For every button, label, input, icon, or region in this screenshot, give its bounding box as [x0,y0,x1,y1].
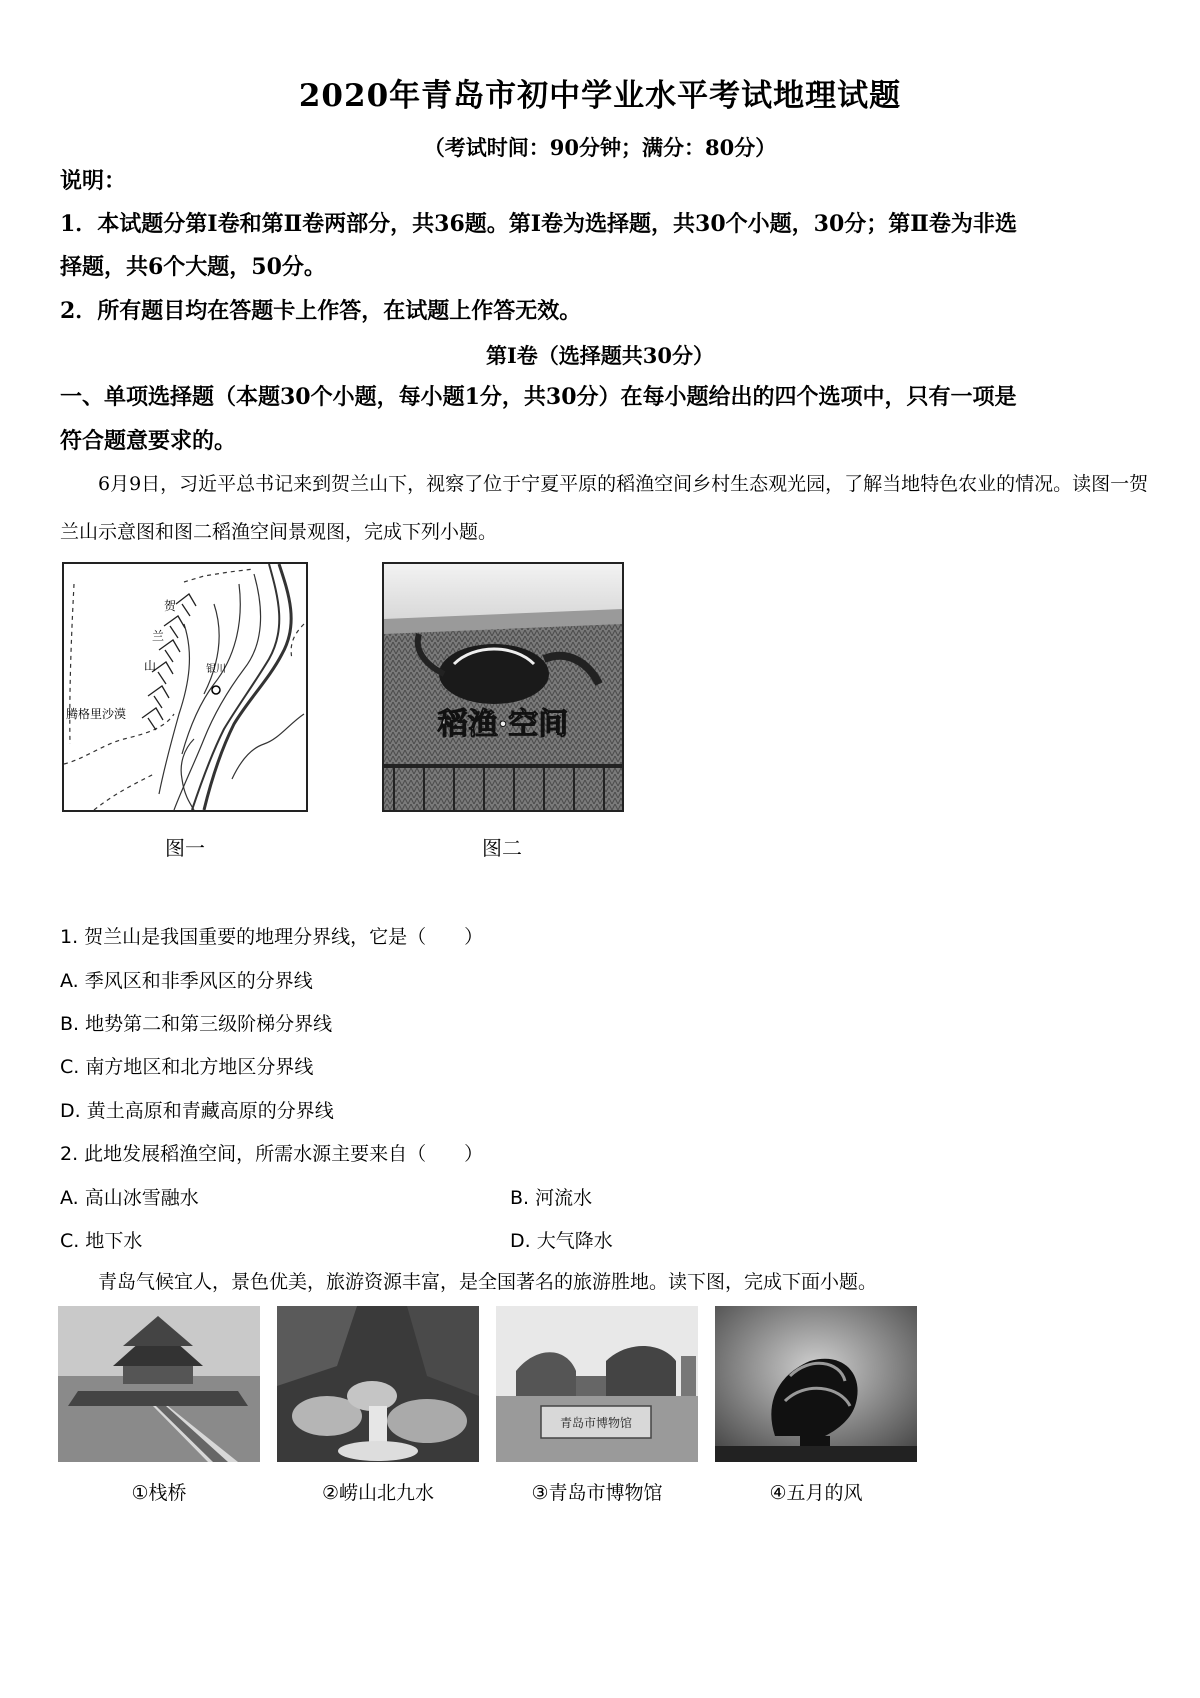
note-line-1b: 择题，共6个大题，50分。 [60,254,326,280]
map-label-city: 银川 [206,664,226,675]
map-label-shan: 山 [144,659,157,673]
map-label-he: 贺 [164,599,177,613]
photo-1-caption: ①栈桥 [131,1482,187,1504]
question-1-option-b: B. 地势第二和第三级阶梯分界线 [60,1013,333,1035]
photo-3-caption: ③青岛市博物馆 [531,1482,663,1504]
map-label-lan: 兰 [152,629,165,643]
photo-2-laoshan-waterfall [277,1306,479,1462]
map-drawing [64,564,306,810]
question-1-option-a: A. 季风区和非季风区的分界线 [60,970,313,992]
photo-2-caption: ②崂山北九水 [321,1482,435,1504]
photo-field-text: 稻渔·空间 [437,707,569,742]
section-instruction-a: 一、单项选择题（本题30个小题，每小题1分，共30分）在每小题给出的四个选项中，只有一项是 [60,384,1017,410]
figure-2-photo [382,562,624,812]
passage-1: 6月9日，习近平总书记来到贺兰山下，视察了位于宁夏平原的稻渔空间乡村生态观光园，了解当地特色农业的情况。读图一贺兰山示意图和图二稻渔空间景观图，完成下列小题。 [60,473,1149,543]
note-line-2: 2．所有题目均在答题卡上作答，在试题上作答无效。 [60,298,582,324]
photo-4-may-wind-sculpture [715,1306,917,1462]
question-2-stem: 2. 此地发展稻渔空间，所需水源主要来自（ ） [60,1143,484,1165]
exam-subtitle: （考试时间：90分钟；满分：80分） [423,135,777,160]
question-1-option-c: C. 南方地区和北方地区分界线 [60,1056,314,1078]
figure-1-map [62,562,308,812]
museum-sign-text: 青岛市博物馆 [559,1416,633,1430]
rice-field-photo [384,564,622,810]
photo-4-caption: ④五月的风 [769,1482,863,1504]
note-line-1a: 1．本试题分第Ⅰ卷和第Ⅱ卷两部分，共36题。第Ⅰ卷为选择题，共30个小题，30分；第Ⅱ卷为非选 [60,211,1017,237]
question-1-option-d: D. 黄土高原和青藏高原的分界线 [60,1100,334,1122]
question-2-option-b: B. 河流水 [510,1187,593,1209]
figure-1-caption: 图一 [165,836,205,860]
question-1-stem: 1. 贺兰山是我国重要的地理分界线，它是（ ） [60,926,484,948]
question-2-option-c: C. 地下水 [60,1230,143,1252]
exam-title: 2020年青岛市初中学业水平考试地理试题 [298,78,902,114]
question-2-option-a: A. 高山冰雪融水 [60,1187,199,1209]
volume-title: 第Ⅰ卷（选择题共30分） [485,343,715,368]
passage-2: 青岛气候宜人，景色优美，旅游资源丰富，是全国著名的旅游胜地。读下图，完成下面小题。 [98,1271,878,1293]
figure-2-caption: 图二 [482,836,522,860]
photo-1-trestle-bridge [58,1306,260,1462]
map-label-desert: 腾格里沙漠 [66,707,127,721]
section-instruction-b: 符合题意要求的。 [60,428,237,454]
notes-heading: 说明： [60,168,127,194]
question-2-option-d: D. 大气降水 [510,1230,613,1252]
photo-3-qingdao-museum [496,1306,698,1462]
